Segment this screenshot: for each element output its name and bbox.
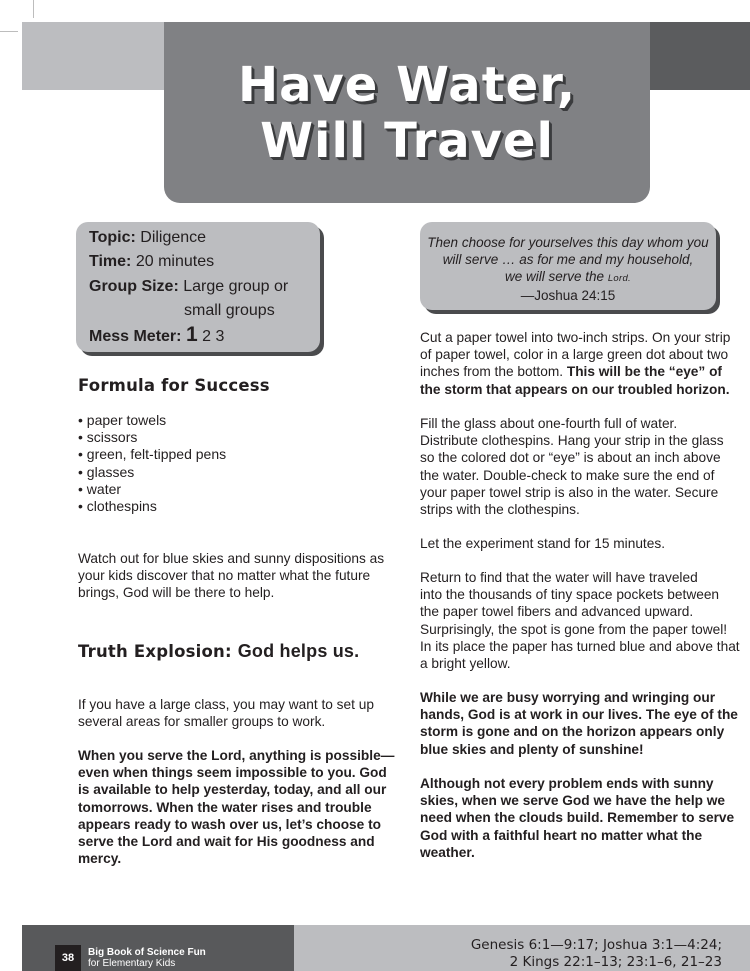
scripture-quote-box	[420, 222, 716, 310]
materials-list	[78, 412, 226, 515]
right-paragraph-6: Although not every problem ends with sunny skies, when we serve God we have the help we need when the clouds build. Remember to serve God with a faithful heart no matter what the weather.	[420, 776, 735, 860]
left-paragraph-1: If you have a large class, you may want to set up several areas for smaller groups to work.	[78, 697, 374, 730]
header-band-left	[22, 22, 172, 90]
book-title-subtitle: for Elementary Kids	[88, 958, 176, 969]
right-paragraph-1: Cut a paper towel into two-inch strips. On your strip of paper towel, color in a large green dot about two inches from the bottom. This will be the “eye” of the storm that appears on our troubled horizon.	[420, 330, 731, 397]
mess-meter-level-1: 1	[185, 323, 198, 346]
mess-meter-level-2: 2	[202, 328, 211, 345]
group-size-value-line-2: small groups	[184, 302, 275, 319]
reference-line-1: Genesis 6:1—9:17; Joshua 3:1—4:24;	[470, 937, 722, 953]
reference-line-2: 2 Kings 22:1–13; 23:1–6, 21–23	[509, 954, 722, 970]
crop-mark	[33, 0, 34, 18]
page-title-line-1: Have Water,	[237, 56, 577, 113]
book-title	[88, 947, 206, 969]
quote-line: will serve … as for me and my household,	[442, 252, 694, 267]
intro-paragraph: Watch out for blue skies and sunny dispositions as your kids discover that no matter what the future brings, God will be there to help.	[78, 551, 385, 601]
quote-line: Then choose for yourselves this day whom you	[427, 235, 709, 250]
list-item: • glasses	[78, 463, 135, 480]
left-paragraph-2: When you serve the Lord, anything is possible— even when things seem impossible to you. God is available to help yesterday, today, and all our tomorrows. When the water rises and trouble appears ready to wash over us, let’s choose to serve the Lord and wait for His goodness and mercy.	[78, 748, 395, 867]
formula-heading: Formula for Success	[78, 376, 270, 395]
lord-small-caps: Lord.	[607, 273, 631, 284]
crop-mark	[0, 31, 18, 32]
title-banner	[164, 22, 650, 203]
truth-explosion-value: God helps us.	[237, 641, 360, 661]
group-size-value: Large group or	[183, 278, 289, 295]
truth-explosion-heading	[78, 641, 359, 662]
group-size-row	[89, 277, 288, 297]
truth-explosion-label: Truth Explosion:	[78, 642, 232, 661]
right-paragraph-4: Return to find that the water will have traveled into the thousands of tiny space pockets between the paper towel fibers and advanced upward. Surprisingly, the spot is gone from the paper towel! In its place the paper has turned blue and above that a bright yellow.	[420, 570, 740, 672]
time-value: 20 minutes	[135, 253, 215, 270]
lesson-info-box	[76, 222, 320, 352]
book-title-main: Big Book of Science Fun	[88, 947, 206, 958]
list-item: • water	[78, 480, 122, 497]
mess-meter-level-3: 3	[215, 328, 225, 345]
topic-value: Diligence	[140, 229, 207, 246]
topic-row	[89, 228, 206, 248]
list-item: • scissors	[78, 429, 138, 446]
right-paragraph-3: Let the experiment stand for 15 minutes.	[420, 536, 665, 551]
mess-meter-row	[89, 325, 224, 347]
list-item: • green, felt-tipped pens	[78, 446, 227, 463]
right-paragraph-5: While we are busy worrying and wringing our hands, God is at work in our lives. The eye of the storm is gone and on the horizon appears only blue skies and plenty of sunshine!	[420, 690, 738, 757]
page-title-line-2: Will Travel	[260, 112, 554, 169]
list-item: • paper towels	[78, 412, 167, 428]
quote-line: we will serve the Lord.	[505, 269, 631, 284]
header-band-right	[642, 22, 750, 90]
topic-label: Topic:	[89, 229, 136, 246]
mess-meter-label: Mess Meter:	[89, 328, 182, 345]
quote-reference: —Joshua 24:15	[520, 288, 616, 303]
right-paragraph-2: Fill the glass about one-fourth full of water. Distribute clothespins. Hang your strip in the glass so the colored dot or “eye” is about an inch above the water. Double-check to make sure the end of your paper towel strip is also in the water. Secure strips with the clothespins.	[420, 416, 724, 518]
time-label: Time:	[89, 253, 132, 270]
list-item: • clothespins	[78, 498, 157, 515]
time-row	[89, 252, 214, 272]
page-number: 38	[55, 945, 81, 971]
scripture-references	[471, 937, 722, 971]
group-size-label: Group Size:	[89, 278, 179, 295]
